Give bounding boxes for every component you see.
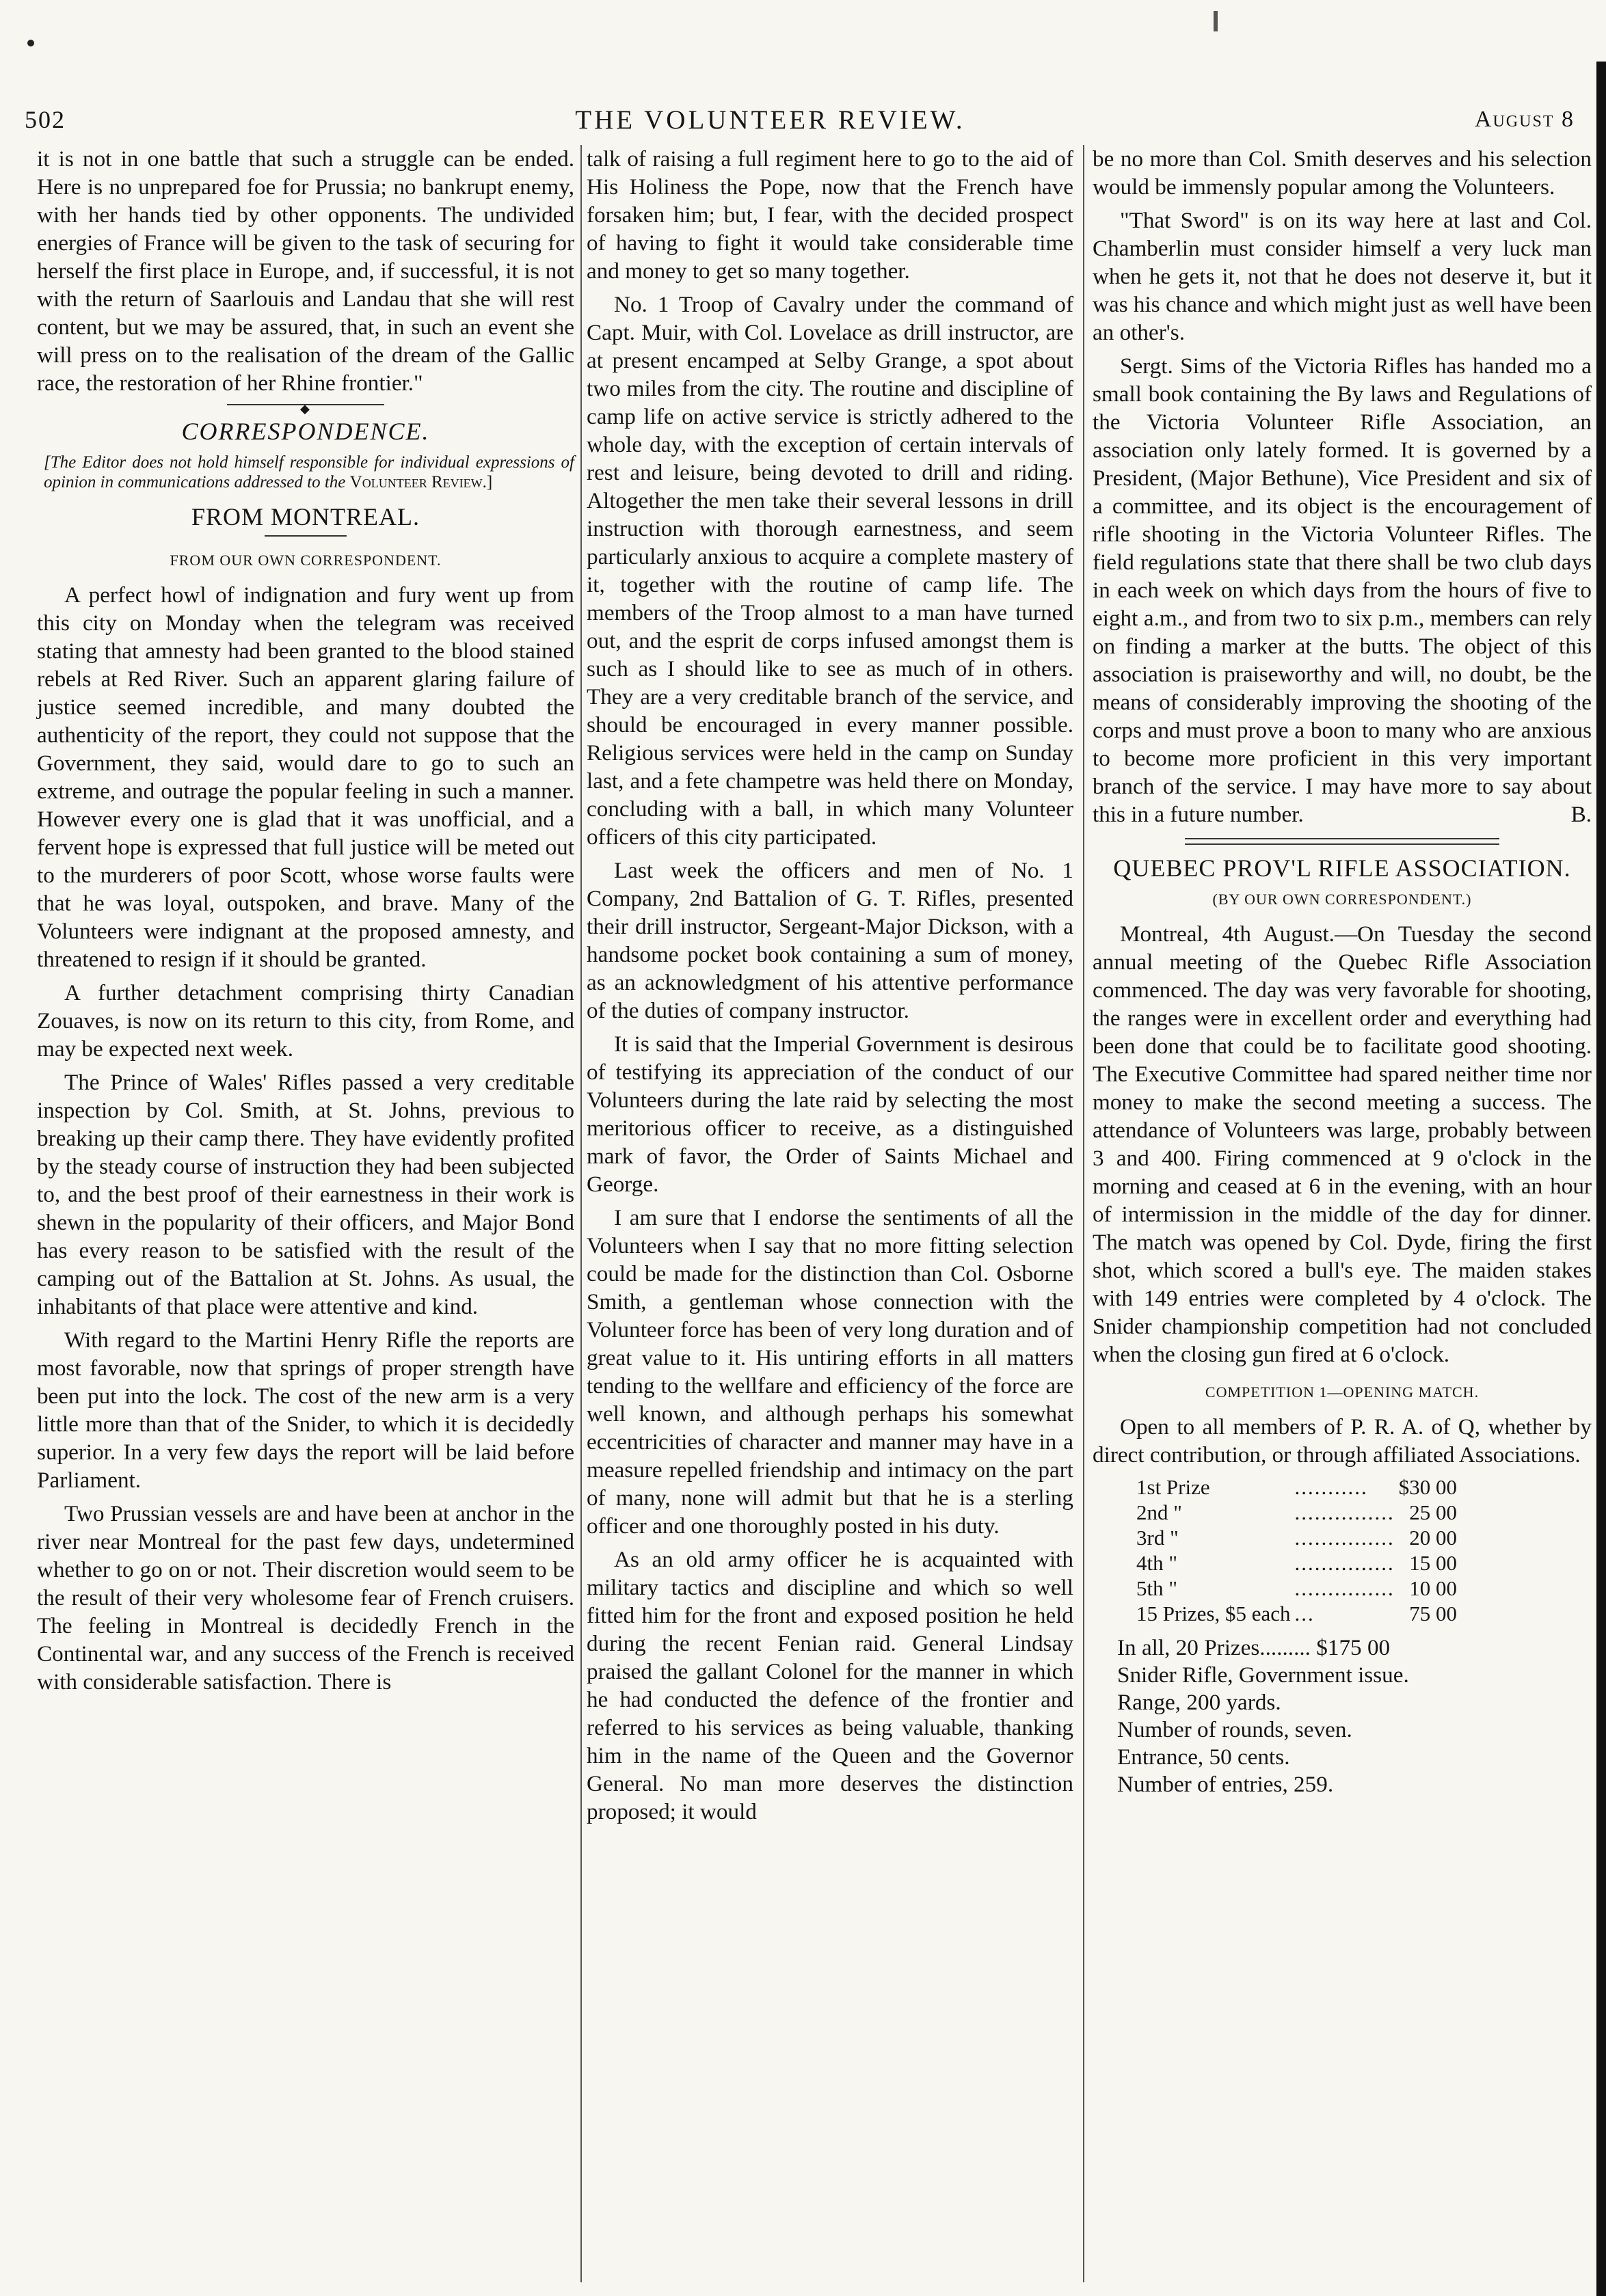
competition-detail: In all, 20 Prizes......... $175 00 (1117, 1635, 1391, 1660)
prize-leader: ............... (1294, 1526, 1395, 1550)
article-paragraph: "That Sword" is on its way here at last and Col. Chamberlin must consider himself a very luck man when he gets it, not that he does not deserve it, but it was his chance and which might just as well have been an other's. (1093, 208, 1592, 345)
competition-detail: Number of rounds, seven. (1117, 1717, 1352, 1742)
prize-label: 5th " (1136, 1576, 1178, 1600)
column-divider-2 (1083, 145, 1084, 2282)
publication-title: THE VOLUNTEER REVIEW. (575, 105, 965, 135)
article-paragraph: be no more than Col. Smith deserves and his selection would be immensly popular among the Volunteers. (1093, 146, 1592, 200)
prize-label: 15 Prizes, $5 each (1136, 1602, 1291, 1625)
prize-amount: 25 00 (1409, 1500, 1458, 1524)
prize-row (1136, 1576, 1461, 1601)
montreal-article-title: FROM MONTREAL. (191, 503, 420, 530)
article-paragraph (1093, 352, 1592, 828)
prize-label: 4th " (1136, 1551, 1178, 1575)
issue-date: August 8 (1474, 107, 1575, 132)
article-paragraph-text: Sergt. Sims of the Victoria Rifles has handed mo a small book containing the By laws and Regulations of the Victoria Volunteer Rifle Association, an association only lately formed. It is governed by a President, (Major Bethune), Vice President and six of a committee, and its object is the encouragement of rifle shooting in the Victoria Volunteer Rifles. The field regulations state that there shall be two club days in each week on which days from the hours of five to eight a.m., and from two to six p.m., members can rely on finding a marker at the butts. The object of this association is praiseworthy and will, no doubt, be the means of considerably improving the shooting of the corps and must prove a boon to many who are anxious to become more proficient in this very important branch of the service. I may have more to say about this in a future number. (1093, 353, 1592, 827)
signature: B. (1570, 802, 1592, 827)
prize-label: 3rd " (1136, 1526, 1179, 1550)
editor-disclaimer-text: [The Editor does not hold himself responsible for individual expressions of opinion in communications addressed to the (44, 453, 574, 491)
prize-amount: 75 00 (1409, 1602, 1458, 1625)
ornament-divider (227, 404, 384, 405)
prize-amount: 20 00 (1409, 1526, 1458, 1550)
prize-row (1136, 1550, 1461, 1576)
prize-row (1136, 1474, 1461, 1500)
column-1 (37, 145, 574, 1701)
competition-intro: Open to all members of P. R. A. of Q, whether by direct contribution, or through affiliated Associations. (1093, 1414, 1592, 1468)
prize-amount: $30 00 (1398, 1475, 1458, 1499)
prize-label: 2nd " (1136, 1500, 1182, 1524)
article-paragraph: Last week the officers and men of No. 1 Company, 2nd Battalion of G. T. Rifles, presented their drill instructor, Sergeant-Major Dickson, with a handsome pocket book containing a sum of money, as an acknowledgment of his attentive performance of the duties of company instructor. (587, 858, 1073, 1023)
article-paragraph: I am sure that I endorse the sentiments of all the Volunteers when I say that no more fitting selection could be made for the distinction than Col. Osborne Smith, a gentleman whose connection with the Volunteer force has been of very long duration and of great value to it. His untiring efforts in all matters tending to the wellfare and efficiency of the force are well known, and although perhaps his somewhat eccentricities of character and manner may have in a measure repelled friendship and intimacy on the part of many, none will admit but that he is a sterling officer and one thoroughly posted in his duty. (587, 1205, 1073, 1539)
article-paragraph: talk of raising a full regiment here to go to the aid of His Holiness the Pope, now that the French have forsaken him; but, I fear, with the decided prospect of having to fight it would take considerable time and money to get so many together. (587, 146, 1073, 284)
prize-leader: ............... (1294, 1576, 1395, 1600)
prize-row (1136, 1601, 1461, 1626)
scan-edge-bar (1596, 62, 1606, 2296)
prize-table (1136, 1474, 1461, 1626)
editor-disclaimer (44, 453, 574, 492)
column-divider-1 (580, 145, 582, 2282)
column-2 (587, 145, 1073, 1831)
quebec-article-title: QUEBEC PROV'L RIFLE ASSOCIATION. (1113, 854, 1571, 882)
prize-amount: 10 00 (1409, 1576, 1458, 1600)
stray-dot-mark (27, 40, 34, 46)
article-paragraph: Two Prussian vessels are and have been at anchor in the river near Montreal for the past few days, undetermined whether to go on or not. Their discretion would seem to be the result of their very wholesome fear of French cruisers. The feeling in Montreal is decidedly French in the Continental war, and any success of the French is received with considerable satisfaction. There is (37, 1501, 574, 1694)
page-number: 502 (25, 106, 66, 133)
correspondence-heading: CORRESPONDENCE. (181, 418, 430, 445)
article-paragraph: The Prince of Wales' Rifles passed a very creditable inspection by Col. Smith, at St. Johns, previous to breaking up their camp there. They have evidently profited by the steady course of instruction they had been subjected to, and the best proof of their earnestness in their work is shewn in the popularity of their officers, and Major Bond has every reason to be satisfied with the result of the camping out of the Battalion at St. Johns. As usual, the inhabitants of that place were attentive and kind. (37, 1070, 574, 1319)
article-paragraph: No. 1 Troop of Cavalry under the command of Capt. Muir, with Col. Lovelace as drill instructor, are at present encamped at Selby Grange, a spot about two miles from the city. The routine and discipline of camp life on active service is strictly adhered to the whole day, with the exception of certain intervals of rest and leisure, being devoted to drill and riding. Altogether the men take their several lessons in drill instruction with thorough earnestness, and seem particularly anxious to acquire a complete mastery of it, together with the routine of camp life. The members of the Troop almost to a man have turned out, and the esprit de corps infused amongst them is such as I should like to see as much of in others. They are a very creditable branch of the service, and should be encouraged in every manner possible. Religious services were held in the camp on Sunday last, and a fete champetre was held there on Monday, concluding with a ball, in which many Volunteer officers of this city participated. (587, 292, 1073, 850)
prize-row (1136, 1500, 1461, 1525)
prize-leader: ............... (1294, 1500, 1395, 1524)
quebec-byline: (BY OUR OWN CORRESPONDENT.) (1212, 891, 1472, 908)
article-paragraph: A perfect howl of indignation and fury went up from this city on Monday when the telegram was received stating that amnesty had been granted to the blood stained rebels at Red River. Such an apparent glaring failure of justice seemed incredible, and many doubted the authenticity of the report, they could not suppose that the Government, they said, would dare to go to such an extreme, and outrage the popular feeling in such a manner. However every one is glad that it was unofficial, and a fervent hope is expressed that full justice will be meted out to the murderers of poor Scott, whose worse faults were that he was loyal, outspoken, and brave. Many of the Volunteers were indignant at the proposed amnesty, and threatened to resign if it should be granted. (37, 582, 574, 972)
competition-detail: Entrance, 50 cents. (1117, 1744, 1290, 1770)
stray-tick-mark (1214, 11, 1218, 31)
article-paragraph: With regard to the Martini Henry Rifle the reports are most favorable, now that springs of proper strength have been put into the lock. The cost of the new arm is a very little more than that of the Snider, to which it is decidedly superior. In a very few days the report will be laid before Parliament. (37, 1327, 574, 1493)
competition-detail: Number of entries, 259. (1117, 1772, 1334, 1797)
prize-row (1136, 1525, 1461, 1550)
montreal-byline: FROM OUR OWN CORRESPONDENT. (170, 552, 442, 569)
prize-label: 1st Prize (1136, 1475, 1210, 1499)
prize-leader: ............... (1294, 1551, 1395, 1575)
competition-detail: Range, 200 yards. (1117, 1690, 1281, 1715)
editor-disclaimer-tail: Volunteer Review.] (349, 473, 493, 491)
report-paragraph: Montreal, 4th August.—On Tuesday the second annual meeting of the Quebec Rifle Association commenced. The day was very favorable for shooting, the ranges were in excellent order and everything had been done that could be to facilitate good shooting. The Executive Committee had spared neither time nor money to make the second meeting a success. The attendance of Volunteers was large, probably between 3 and 400. Firing commenced at 9 o'clock in the morning and ceased at 6 in the evening, with an hour of intermission in the middle of the day for dinner. The match was opened by Col. Dyde, firing the first shot, which scored a bull's eye. The maiden stakes with 149 entries were completed by 4 o'clock. The Snider championship competition had not concluded when the closing gun fired at 6 o'clock. (1093, 921, 1592, 1367)
prize-leader: ........... (1294, 1475, 1368, 1499)
double-rule-divider (1185, 838, 1499, 845)
prize-amount: 15 00 (1409, 1551, 1458, 1575)
competition-heading: COMPETITION 1—OPENING MATCH. (1205, 1383, 1480, 1401)
war-article-ending: it is not in one battle that such a struggle can be ended. Here is no unprepared foe for Prussia; no bankrupt enemy, with her hands tied by other opponents. The undivided energies of France will be given to the task of securing for herself the first place in Europe, and, if successful, it is not with the return of Saarlouis and Landau that she will rest content, but we may be assured, that, in such an event she will press on to the realisation of the dream of the Gallic race, the restoration of her Rhine frontier." (37, 146, 574, 396)
article-paragraph: A further detachment comprising thirty Canadian Zouaves, is now on its return to this city, from Rome, and may be expected next week. (37, 980, 574, 1062)
title-rule (265, 535, 347, 537)
column-3 (1093, 145, 1592, 1798)
prize-leader: ... (1294, 1602, 1315, 1625)
page-header (25, 101, 1575, 138)
article-paragraph: As an old army officer he is acquainted with military tactics and discipline and which so well fitted him for the front and exposed position he held during the recent Fenian raid. General Lindsay praised the gallant Colonel for the manner in which he had conducted the defence of the frontier and referred to his services as being valuable, thanking him in the name of the Queen and the Governor General. No man more deserves the distinction proposed; it would (587, 1547, 1073, 1824)
competition-detail: Snider Rifle, Government issue. (1117, 1662, 1409, 1688)
article-paragraph: It is said that the Imperial Government is desirous of testifying its appreciation of the conduct of our Volunteers during the late raid by selecting the most meritorious officer to receive, as a distinguished mark of favor, the Order of Saints Michael and George. (587, 1031, 1073, 1197)
